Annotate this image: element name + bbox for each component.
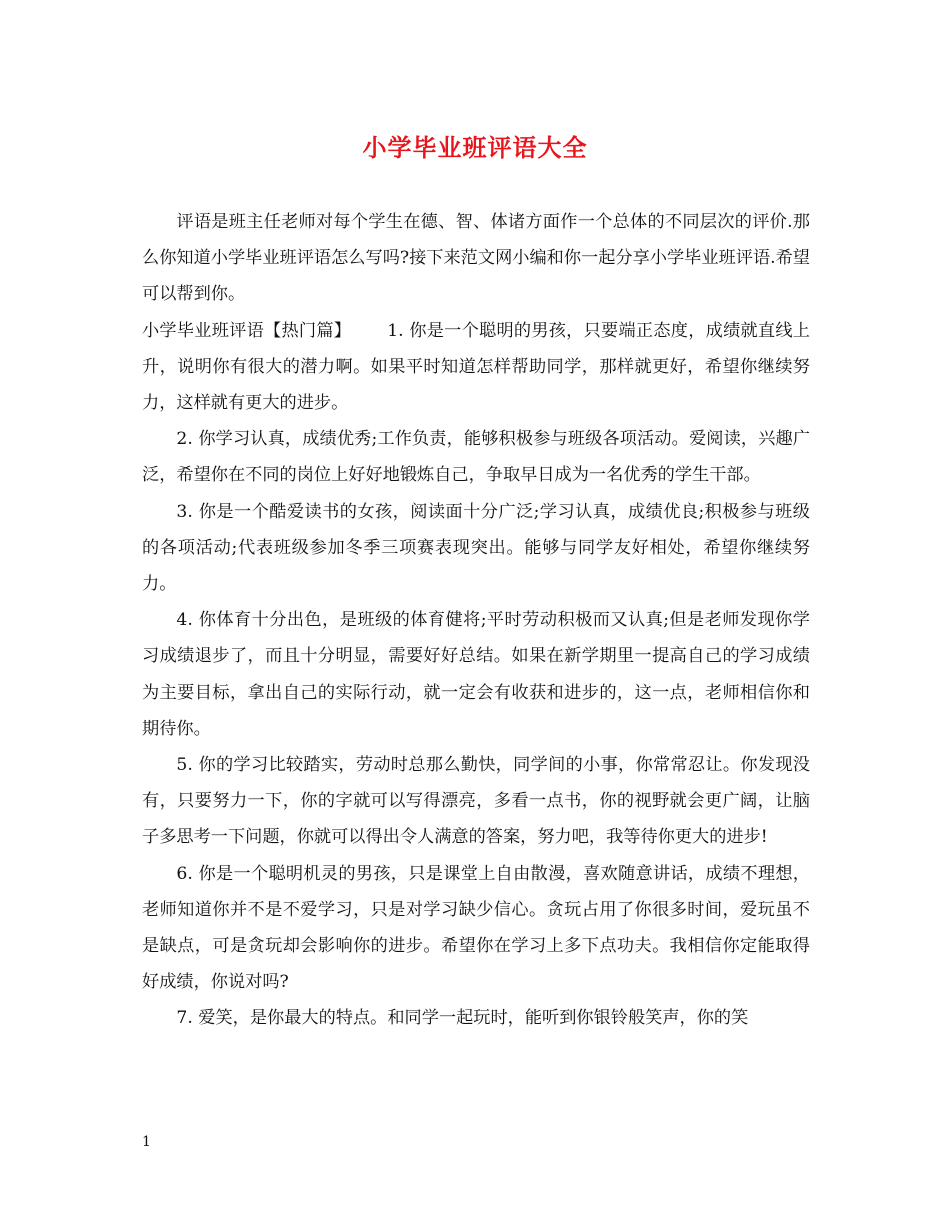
intro-paragraph: 评语是班主任老师对每个学生在德、智、体诸方面作一个总体的不同层次的评价.那么你知道小学毕业班评语怎么写吗?接下来范文网小编和你一起分享小学毕业班评语.希望可以帮到你。 [142, 212, 810, 305]
document-title: 小学毕业班评语大全 [362, 133, 588, 162]
comment-1: 1. 你是一个聪明的男孩，只要端正态度，成绩就直线上升，说明你有很大的潜力啊。如果平时知道怎样帮助同学，那样就更好，希望你继续努力，这样就有更大的进步。 [142, 320, 810, 414]
page-number: 1 [142, 1134, 151, 1150]
section-heading: 小学毕业班评语【热门篇】 [142, 320, 352, 341]
comment-paragraph-1 [142, 313, 810, 422]
comment-paragraph-2: 2. 你学习认真，成绩优秀;工作负责，能够积极参与班级各项活动。爱阅读，兴趣广泛，希望你在不同的岗位上好好地锻炼自己，争取早日成为一名优秀的学生干部。 [142, 429, 810, 486]
comment-paragraph-6: 6. 你是一个聪明机灵的男孩，只是课堂上自由散漫，喜欢随意讲话，成绩不理想，老师知道你并不是不爱学习，只是对学习缺少信心。贪玩占用了你很多时间，爱玩虽不是缺点，可是贪玩却会影响你的进步。希望你在学习上多下点功夫。我相信你定能取得好成绩，你说对吗? [142, 863, 810, 993]
comment-paragraph-3: 3. 你是一个酷爱读书的女孩，阅读面十分广泛;学习认真，成绩优良;积极参与班级的各项活动;代表班级参加冬季三项赛表现突出。能够与同学友好相处，希望你继续努力。 [142, 501, 810, 595]
comment-paragraph-4: 4. 你体育十分出色，是班级的体育健将;平时劳动积极而又认真;但是老师发现你学习成绩退步了，而且十分明显，需要好好总结。如果在新学期里一提高自己的学习成绩为主要目标，拿出自己的实际行动，就一定会有收获和进步的，这一点，老师相信你和期待你。 [142, 610, 810, 739]
document-body [142, 204, 810, 1037]
comment-paragraph-5: 5. 你的学习比较踏实，劳动时总那么勤快，同学间的小事，你常常忍让。你发现没有，只要努力一下，你的字就可以写得漂亮，多看一点书，你的视野就会更广阔，让脑子多思考一下问题，你就可以得出令人满意的答案，努力吧，我等待你更大的进步! [142, 755, 810, 848]
comment-paragraph-7: 7. 爱笑，是你最大的特点。和同学一起玩时，能听到你银铃般笑声，你的笑 [176, 1008, 749, 1029]
